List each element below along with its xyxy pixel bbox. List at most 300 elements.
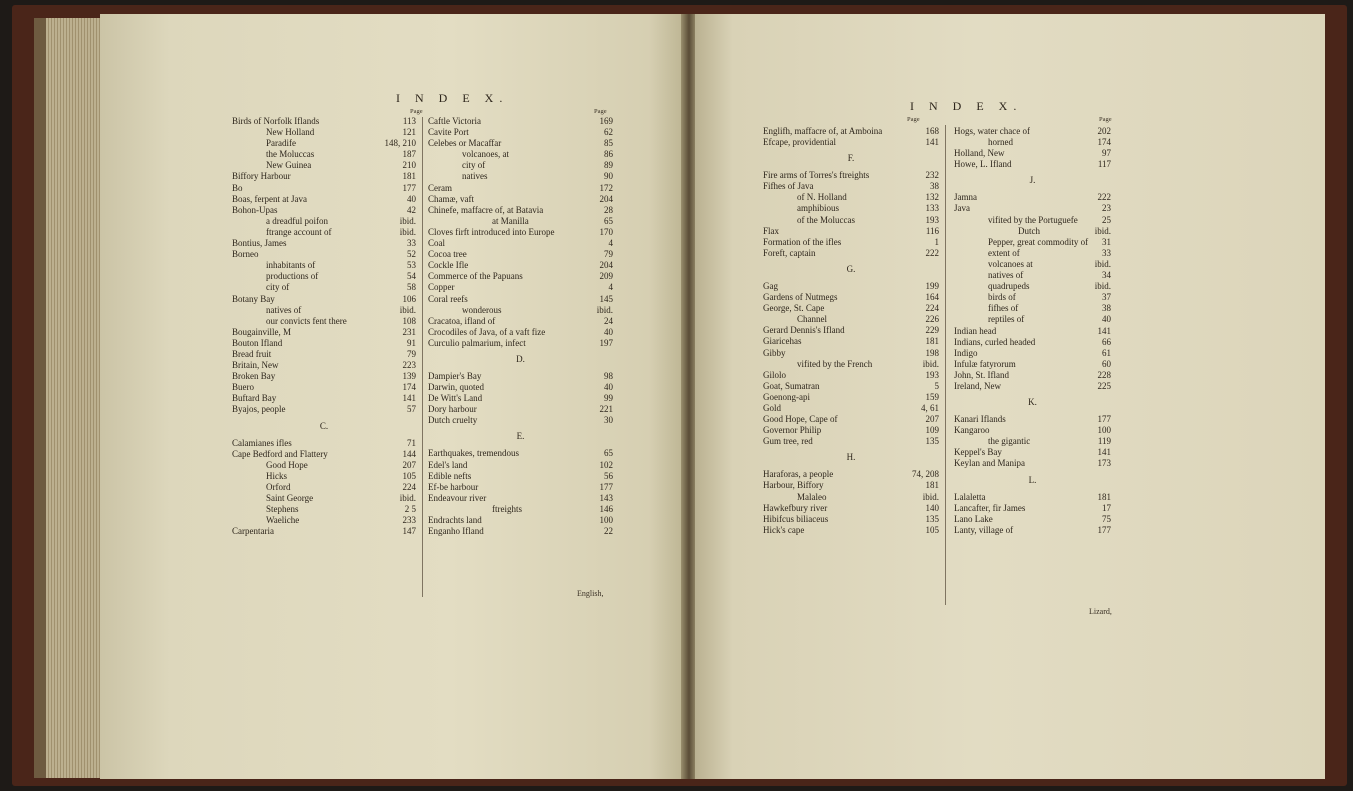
index-entry	[428, 271, 613, 282]
index-entry-term: Channel	[797, 314, 827, 325]
index-entry-term: the Moluccas	[266, 149, 315, 160]
section-letter-text: H.	[846, 452, 856, 463]
index-entry	[232, 127, 416, 138]
index-entry	[763, 348, 939, 359]
index-entry-page-number: 173	[1097, 458, 1111, 469]
index-entry-term: quadrupeds	[988, 281, 1030, 292]
index-entry-term: Fire arms of Torres's ftreights	[763, 170, 870, 181]
index-entry	[428, 371, 613, 382]
index-entry-page-number: 102	[599, 459, 613, 470]
index-entry-term: Botany Bay	[232, 293, 275, 304]
index-entry-term: Endeavour river	[428, 492, 487, 503]
index-entry	[428, 183, 613, 194]
index-entry-term: natives	[462, 171, 488, 182]
index-entry	[954, 492, 1111, 503]
index-entry-page-number: 147	[402, 526, 416, 537]
index-entry	[954, 248, 1111, 259]
index-entry-page-number: 119	[1097, 436, 1111, 447]
index-entry	[428, 249, 613, 260]
index-entry	[954, 337, 1111, 348]
index-entry	[428, 294, 613, 305]
index-entry	[954, 259, 1111, 270]
index-entry-term: Ireland, New	[954, 380, 1001, 391]
index-entry-page-number: 181	[402, 171, 416, 182]
index-entry	[763, 303, 939, 314]
index-entry-term: Dutch cruelty	[428, 415, 478, 426]
index-entry	[232, 504, 416, 515]
index-entry-term: Gibby	[763, 347, 786, 358]
index-entry-term: natives of	[266, 304, 302, 315]
index-entry	[232, 471, 416, 482]
index-entry	[763, 469, 939, 480]
index-entry	[954, 159, 1111, 170]
index-entry-term: Hogs, water chace of	[954, 126, 1030, 136]
index-entry-term: a dreadful poifon	[266, 215, 328, 226]
index-entry-term: of N. Holland	[797, 192, 847, 203]
index-entry-page-number: 210	[402, 160, 416, 171]
index-entry-term: vifited by the Portuguefe	[988, 214, 1078, 225]
section-letter	[763, 148, 939, 170]
index-entry-term: of the Moluccas	[797, 214, 855, 225]
index-entry	[232, 260, 416, 271]
index-entry	[428, 316, 613, 327]
index-entry-term: De Witt's Land	[428, 393, 483, 404]
index-entry-term: Cavite Port	[428, 127, 469, 138]
index-entry	[428, 149, 613, 160]
index-entry	[232, 294, 416, 305]
index-entry-page-number: 228	[1097, 369, 1111, 380]
index-entry	[763, 359, 939, 370]
index-entry-term: Cloves firft introduced into Europe	[428, 226, 555, 237]
index-entry-page-number: 193	[925, 214, 939, 225]
index-entry-term: Cape Bedford and Flattery	[232, 448, 328, 459]
index-entry	[428, 171, 613, 182]
index-entry-page-number: ibid.	[1094, 225, 1111, 236]
index-entry-term: George, St. Cape	[763, 303, 825, 314]
right-page-column-1	[763, 126, 939, 536]
index-entry	[763, 503, 939, 514]
left-page-catchword: English,	[577, 589, 604, 598]
index-entry-term: Chamæ, vaft	[428, 193, 474, 204]
index-entry-term: ftrange account of	[266, 226, 332, 237]
index-entry	[232, 138, 416, 149]
index-entry-page-number: 204	[599, 260, 613, 271]
index-entry-term: Gag	[763, 280, 778, 291]
index-entry	[763, 181, 939, 192]
index-entry-term: Infulæ fatyrorum	[954, 358, 1016, 369]
index-entry-page-number: 132	[925, 192, 939, 203]
index-entry	[428, 493, 613, 504]
index-entry-term: Byajos, people	[232, 404, 286, 415]
index-entry	[232, 149, 416, 160]
index-entry	[763, 203, 939, 214]
index-entry-page-number: 113	[402, 116, 416, 126]
index-entry	[954, 503, 1111, 514]
index-entry-term: Edible nefts	[428, 470, 472, 481]
section-letter-text: J.	[1029, 175, 1036, 186]
index-entry-page-number: ibid.	[922, 491, 939, 502]
index-entry-term: Ceram	[428, 182, 452, 193]
index-entry	[232, 438, 416, 449]
index-entry	[232, 238, 416, 249]
index-entry	[232, 526, 416, 537]
index-entry-page-number: 61	[1102, 347, 1111, 358]
index-entry-term: Stephens	[266, 504, 299, 515]
index-entry-term: Giaricehas	[763, 336, 802, 347]
index-entry-term: Gardens of Nutmegs	[763, 292, 838, 303]
index-entry	[954, 370, 1111, 381]
index-entry-term: Hibifcus biliaceus	[763, 513, 829, 524]
index-entry-page-number: 30	[604, 415, 613, 426]
index-entry-term: Java	[954, 203, 970, 214]
index-entry-term: Bougainville, M	[232, 326, 291, 337]
index-entry-term: city of	[462, 160, 486, 171]
index-entry-term: Paradife	[266, 138, 296, 149]
index-entry-term: Commerce of the Papuans	[428, 271, 523, 282]
index-entry-page-number: ibid.	[399, 493, 416, 503]
index-entry-term: Endrachts land	[428, 515, 482, 525]
index-entry-page-number: 177	[402, 182, 416, 193]
index-entry-term: Hicks	[266, 470, 287, 481]
index-entry-term: Cracatoa, ifland of	[428, 315, 496, 326]
left-page-label-col2: Page	[594, 108, 607, 115]
index-entry	[954, 281, 1111, 292]
index-entry-page-number: 56	[604, 470, 613, 481]
section-letter-text: D.	[516, 353, 525, 364]
index-entry-term: ftreights	[492, 503, 522, 514]
index-entry-term: Bo	[232, 182, 243, 193]
index-entry	[428, 238, 613, 249]
right-page-header: I N D E X.	[910, 99, 1023, 113]
index-entry-page-number: 177	[599, 481, 613, 492]
index-entry-term: Coral reefs	[428, 293, 468, 304]
index-entry-term: Foreft, captain	[763, 247, 816, 258]
index-entry-term: Englifh, maffacre of, at Amboina	[763, 126, 883, 136]
index-entry-page-number: 99	[604, 393, 613, 404]
index-entry-page-number: 54	[407, 271, 416, 282]
index-entry-term: Good Hope	[266, 459, 308, 470]
index-entry	[763, 370, 939, 381]
index-entry-page-number: 85	[604, 138, 613, 149]
index-entry-page-number: 40	[604, 382, 613, 393]
index-entry	[428, 127, 613, 138]
index-entry-term: natives of	[988, 270, 1024, 281]
index-entry-term: Bread fruit	[232, 348, 272, 359]
left-page-header: I N D E X.	[396, 91, 509, 105]
index-entry-page-number: 25	[1102, 214, 1111, 225]
index-entry-page-number: ibid.	[596, 304, 613, 315]
index-entry	[763, 381, 939, 392]
index-entry-page-number: 40	[407, 193, 416, 204]
index-entry	[232, 205, 416, 216]
index-entry	[232, 116, 416, 127]
index-entry-page-number: 100	[599, 515, 613, 525]
index-entry-page-number: 177	[1097, 414, 1111, 425]
index-entry-page-number: ibid.	[399, 304, 416, 315]
index-entry-page-number: 4	[608, 282, 613, 293]
index-entry	[232, 183, 416, 194]
index-entry-page-number: 71	[407, 437, 416, 448]
index-entry	[428, 138, 613, 149]
section-letter	[428, 426, 613, 448]
index-entry	[428, 227, 613, 238]
section-letter	[954, 170, 1111, 192]
index-entry-page-number: 89	[604, 160, 613, 171]
right-page-label-col2: Page	[1099, 116, 1112, 123]
index-entry-term: Waeliche	[266, 515, 300, 526]
index-entry-term: Howe, L. Ifland	[954, 159, 1012, 170]
index-entry-page-number: 58	[407, 282, 416, 293]
index-entry-page-number: 199	[925, 280, 939, 291]
index-entry-term: Bouton Ifland	[232, 337, 283, 348]
index-entry-term: Ef-be harbour	[428, 481, 479, 492]
index-entry	[954, 381, 1111, 392]
index-entry-term: Gerard Dennis's Ifland	[763, 325, 845, 336]
index-entry-term: Caftle Victoria	[428, 116, 482, 126]
index-entry-term: Hawkefbury river	[763, 502, 828, 513]
index-entry	[232, 171, 416, 182]
index-entry-term: Crocodiles of Java, of a vaft fize	[428, 326, 546, 337]
index-entry-term: horned	[988, 137, 1013, 148]
index-entry-term: Edel's land	[428, 459, 468, 470]
index-entry	[428, 404, 613, 415]
index-entry-term: at Manilla	[492, 215, 529, 226]
index-entry	[428, 504, 613, 515]
index-entry-page-number: 197	[599, 337, 613, 348]
index-entry	[763, 292, 939, 303]
index-entry	[763, 192, 939, 203]
index-entry	[954, 237, 1111, 248]
index-entry-page-number: ibid.	[1094, 258, 1111, 269]
index-entry-page-number: 34	[1102, 270, 1111, 281]
index-entry-page-number: 141	[1097, 325, 1111, 336]
index-entry-page-number: 100	[1097, 425, 1111, 436]
index-entry	[232, 282, 416, 293]
index-entry-page-number: 222	[1097, 192, 1111, 203]
index-entry	[763, 248, 939, 259]
index-entry-term: Formation of the ifles	[763, 236, 842, 247]
index-entry	[232, 160, 416, 171]
index-entry-page-number: 204	[599, 193, 613, 204]
right-page-label-col1: Page	[907, 116, 920, 123]
index-entry	[763, 480, 939, 491]
index-entry-term: Gold	[763, 402, 781, 413]
index-entry-page-number: 207	[402, 459, 416, 470]
index-entry	[763, 281, 939, 292]
index-entry-page-number: 40	[604, 326, 613, 337]
left-page-label-col1: Page	[410, 108, 423, 115]
index-entry-page-number: 38	[930, 181, 939, 192]
section-letter	[763, 447, 939, 469]
index-entry	[428, 526, 613, 537]
index-entry-page-number: 5	[934, 380, 939, 391]
right-page-catchword: Lizard,	[1089, 607, 1112, 616]
index-entry-term: Biffory Harbour	[232, 171, 291, 182]
section-letter	[763, 259, 939, 281]
index-entry-page-number: 105	[402, 470, 416, 481]
index-entry-page-number: 174	[1097, 137, 1111, 148]
index-entry-page-number: 38	[1102, 303, 1111, 314]
section-letter	[954, 392, 1111, 414]
index-entry	[232, 493, 416, 504]
index-entry-term: Goat, Sumatran	[763, 380, 820, 391]
index-entry-term: amphibious	[797, 203, 839, 214]
index-entry	[763, 226, 939, 237]
index-entry-page-number: 231	[402, 326, 416, 337]
index-entry-page-number: 177	[1097, 524, 1111, 535]
index-entry-term: Indigo	[954, 347, 978, 358]
index-entry	[763, 514, 939, 525]
index-entry-page-number: 105	[925, 524, 939, 535]
index-entry-term: Hick's cape	[763, 524, 805, 535]
index-entry	[954, 148, 1111, 159]
index-entry-term: Birds of Norfolk Iflands	[232, 116, 320, 126]
index-entry-term: Dampier's Bay	[428, 370, 482, 381]
index-entry-page-number: 143	[599, 492, 613, 503]
index-entry-page-number: 145	[599, 293, 613, 304]
index-entry	[428, 460, 613, 471]
index-entry-term: Haraforas, a people	[763, 469, 834, 480]
right-page	[695, 14, 1325, 779]
index-entry-page-number: 4, 61	[921, 402, 939, 413]
index-entry	[954, 192, 1111, 203]
index-entry-page-number: 52	[407, 249, 416, 260]
index-entry-page-number: 141	[925, 137, 939, 148]
index-entry-term: Fifhes of Java	[763, 181, 814, 192]
index-entry-term: New Holland	[266, 127, 315, 138]
index-entry-term: Britain, New	[232, 360, 279, 371]
index-entry-page-number: 98	[604, 370, 613, 381]
index-entry	[763, 314, 939, 325]
index-entry-term: Lancafter, fir James	[954, 502, 1026, 513]
index-entry	[763, 403, 939, 414]
index-entry-page-number: 97	[1102, 148, 1111, 159]
index-entry-term: Carpentaria	[232, 526, 274, 537]
index-entry	[763, 525, 939, 536]
index-entry	[428, 205, 613, 216]
index-entry	[428, 515, 613, 526]
index-entry-term: Lano Lake	[954, 513, 993, 524]
index-entry	[954, 292, 1111, 303]
index-entry	[232, 194, 416, 205]
index-entry-page-number: 233	[402, 515, 416, 526]
index-entry	[428, 216, 613, 227]
index-entry-term: Holland, New	[954, 148, 1005, 159]
index-entry-term: Jamna	[954, 192, 977, 203]
index-entry-page-number: 24	[604, 315, 613, 326]
index-entry-term: fifhes of	[988, 303, 1019, 314]
index-entry-term: Buero	[232, 382, 254, 393]
left-page	[100, 14, 684, 779]
index-entry-term: Dutch	[1018, 225, 1040, 236]
index-entry-term: Indian head	[954, 325, 997, 336]
index-entry	[232, 327, 416, 338]
index-entry	[954, 270, 1111, 281]
index-entry-term: Keylan and Manipa	[954, 458, 1025, 469]
index-entry-page-number: 23	[1102, 203, 1111, 214]
index-entry-term: Lanty, village of	[954, 524, 1014, 535]
index-entry	[954, 425, 1111, 436]
index-entry-page-number: 209	[599, 271, 613, 282]
column-divider	[945, 125, 946, 605]
index-entry	[232, 482, 416, 493]
index-entry-page-number: 221	[599, 404, 613, 415]
index-entry	[954, 215, 1111, 226]
index-entry-page-number: 53	[407, 260, 416, 271]
index-entry-page-number: 74, 208	[912, 469, 939, 480]
index-entry-term: Cocoa tree	[428, 249, 467, 260]
index-entry-page-number: 229	[925, 325, 939, 336]
index-entry	[428, 471, 613, 482]
index-entry	[232, 393, 416, 404]
index-entry-page-number: 91	[407, 337, 416, 348]
index-entry-page-number: 4	[608, 238, 613, 249]
index-entry-page-number: 79	[407, 348, 416, 359]
index-entry-page-number: 1	[934, 236, 939, 247]
index-entry	[428, 282, 613, 293]
index-entry-page-number: 116	[925, 225, 939, 236]
index-entry	[763, 170, 939, 181]
index-entry	[428, 305, 613, 316]
index-entry-page-number: 135	[925, 513, 939, 524]
index-entry-term: Bontius, James	[232, 238, 287, 249]
index-entry	[763, 436, 939, 447]
index-entry	[954, 326, 1111, 337]
index-entry	[232, 227, 416, 238]
index-entry-page-number: ibid.	[399, 226, 416, 237]
index-entry-page-number: 141	[1097, 447, 1111, 458]
index-entry-page-number: 172	[599, 182, 613, 193]
index-entry-page-number: 202	[1097, 126, 1111, 136]
index-entry	[428, 338, 613, 349]
index-entry-page-number: 181	[1097, 491, 1111, 502]
index-entry-page-number: 108	[402, 315, 416, 326]
index-entry	[428, 327, 613, 338]
index-entry-page-number: 222	[925, 247, 939, 258]
index-entry-page-number: ibid.	[399, 215, 416, 226]
index-entry-term: Enganho Ifland	[428, 526, 484, 537]
book-spine-edge	[34, 18, 46, 778]
index-entry-term: Goenong-api	[763, 391, 810, 402]
index-entry	[954, 436, 1111, 447]
index-entry-term: inhabitants of	[266, 260, 316, 271]
index-entry-page-number: 169	[599, 116, 613, 126]
index-entry	[763, 425, 939, 436]
index-entry-term: Buftard Bay	[232, 393, 277, 404]
index-entry-page-number: 65	[604, 448, 613, 459]
index-entry-page-number: 66	[1102, 336, 1111, 347]
index-entry-term: volcanoes, at	[462, 149, 509, 160]
index-entry-page-number: 31	[1102, 236, 1111, 247]
index-entry-page-number: 168	[925, 126, 939, 136]
index-entry	[763, 215, 939, 226]
section-letter-text: C.	[319, 420, 329, 431]
index-entry-term: birds of	[988, 292, 1016, 303]
index-entry	[763, 336, 939, 347]
index-entry	[232, 316, 416, 327]
index-entry-page-number: 159	[925, 391, 939, 402]
index-entry	[954, 137, 1111, 148]
index-entry-page-number: ibid.	[1094, 281, 1111, 292]
index-entry-page-number: 33	[1102, 247, 1111, 258]
index-entry-page-number: 22	[604, 526, 613, 537]
section-letter	[428, 349, 613, 371]
index-entry-term: Coal	[428, 238, 445, 249]
index-entry-term: wonderous	[462, 304, 502, 315]
index-entry	[232, 349, 416, 360]
index-entry-term: Gum tree, red	[763, 436, 813, 447]
index-entry-term: Cockle Ifle	[428, 260, 469, 271]
